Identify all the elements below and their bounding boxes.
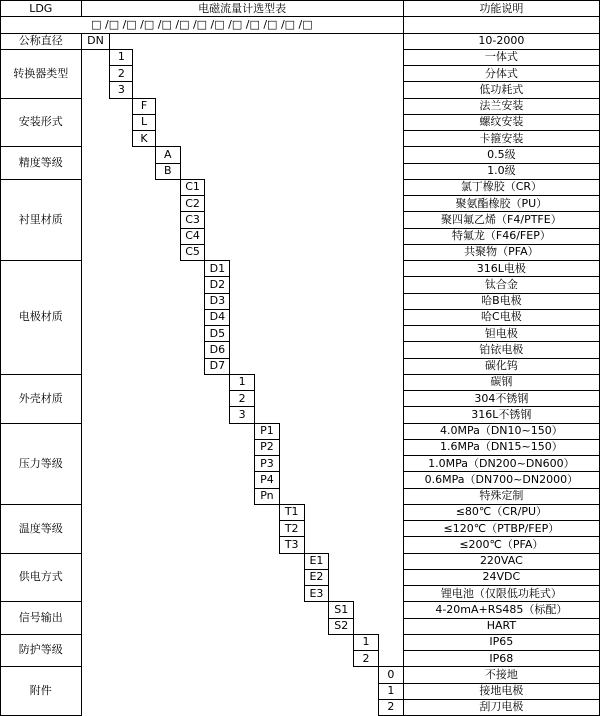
desc-pressure-1: 4.0MPa（DN10~150） — [403, 423, 599, 439]
spacer-accessory-left — [81, 667, 378, 716]
spacer-converter-type-right — [133, 49, 404, 98]
desc-housing-2: 304不锈钢 — [403, 391, 599, 407]
code-pressure-1: P1 — [255, 423, 280, 439]
code-protection-1: 1 — [354, 634, 379, 650]
row-install-type-1 — [1, 98, 600, 114]
spacer-electrode-right — [230, 261, 404, 375]
code-electrode-1: D1 — [205, 261, 230, 277]
desc-lining-3: 聚四氟乙烯（F4/PTFE） — [403, 212, 599, 228]
code-power-3: E3 — [304, 586, 329, 602]
desc-power-1: 220VAC — [403, 553, 599, 569]
desc-power-2: 24VDC — [403, 569, 599, 585]
desc-lining-4: 特氟龙（F46/FEP） — [403, 228, 599, 244]
code-accessory-3: 2 — [378, 699, 403, 715]
label-protection: 防护等级 — [1, 634, 82, 667]
desc-install-type-2: 螺纹安装 — [403, 114, 599, 130]
code-lining-2: C2 — [180, 196, 205, 212]
desc-temperature-3: ≤200℃（PFA） — [403, 537, 599, 553]
desc-housing-1: 碳钢 — [403, 374, 599, 390]
desc-pressure-5: 特殊定制 — [403, 488, 599, 504]
desc-temperature-1: ≤80℃（CR/PU） — [403, 504, 599, 520]
desc-electrode-2: 钛合金 — [403, 277, 599, 293]
code-accuracy-2: B — [155, 163, 180, 179]
code-accuracy-1: A — [155, 147, 180, 163]
code-pressure-4: P4 — [255, 472, 280, 488]
code-temperature-3: T3 — [279, 537, 304, 553]
desc-electrode-6: 铂铱电极 — [403, 342, 599, 358]
code-lining-1: C1 — [180, 179, 205, 195]
label-signal: 信号输出 — [1, 602, 82, 635]
model-boxes: □ /□ /□ /□ /□ /□ /□ /□ /□ /□ /□ /□ /□ — [1, 17, 404, 33]
code-electrode-5: D5 — [205, 326, 230, 342]
code-electrode-3: D3 — [205, 293, 230, 309]
desc-accessory-3: 刮刀电极 — [403, 699, 599, 715]
label-accessory: 附件 — [1, 667, 82, 716]
desc-protection-1: IP65 — [403, 634, 599, 650]
title-row — [1, 1, 600, 17]
desc-pressure-2: 1.6MPa（DN15~150） — [403, 439, 599, 455]
spacer-pressure-right — [279, 423, 403, 504]
code-power-2: E2 — [304, 569, 329, 585]
row-power-1 — [1, 553, 600, 569]
label-install-type: 安装形式 — [1, 98, 82, 147]
code-accessory-1: 0 — [378, 667, 403, 683]
model-prefix: LDG — [1, 1, 82, 17]
spacer-signal-left — [81, 602, 329, 635]
spacer-lining-left — [81, 179, 180, 260]
desc-spacer — [403, 17, 599, 33]
spacer-install-right — [155, 98, 403, 147]
spacer-install-left — [81, 98, 133, 147]
label-accuracy: 精度等级 — [1, 147, 82, 180]
spacer-protection-right — [378, 634, 403, 667]
code-converter-type-3: 3 — [110, 82, 133, 98]
code-signal-1: S1 — [329, 602, 354, 618]
code-pressure-3: P3 — [255, 456, 280, 472]
desc-nominal-diameter: 10-2000 — [403, 33, 599, 49]
row-accessory-1 — [1, 667, 600, 683]
desc-electrode-1: 316L电极 — [403, 261, 599, 277]
row-pressure-1 — [1, 423, 600, 439]
desc-signal-2: HART — [403, 618, 599, 634]
row-housing-1 — [1, 374, 600, 390]
spacer-housing-right — [255, 374, 404, 423]
desc-lining-5: 共聚物（PFA） — [403, 244, 599, 260]
spacer-temperature-right — [304, 504, 403, 553]
spacer-housing-left — [81, 374, 230, 423]
label-power: 供电方式 — [1, 553, 82, 602]
spacer-accuracy-left — [81, 147, 155, 180]
spacer-pressure-left — [81, 423, 254, 504]
code-lining-5: C5 — [180, 244, 205, 260]
code-protection-2: 2 — [354, 651, 379, 667]
model-boxes-row — [1, 17, 600, 33]
code-lining-4: C4 — [180, 228, 205, 244]
desc-lining-2: 聚氨酯橡胶（PU） — [403, 196, 599, 212]
label-pressure: 压力等级 — [1, 423, 82, 504]
code-signal-2: S2 — [329, 618, 354, 634]
desc-install-type-1: 法兰安装 — [403, 98, 599, 114]
spacer-temperature-left — [81, 504, 279, 553]
code-pressure-5: Pn — [255, 488, 280, 504]
label-electrode: 电极材质 — [1, 261, 82, 375]
row-accuracy-1 — [1, 147, 600, 163]
blank-nominal-diameter — [110, 33, 403, 49]
label-converter-type: 转换器类型 — [1, 49, 82, 98]
row-electrode-1 — [1, 261, 600, 277]
desc-electrode-4: 哈C电极 — [403, 309, 599, 325]
desc-signal-1: 4-20mA+RS485（标配） — [403, 602, 599, 618]
desc-lining-1: 氯丁橡胶（CR） — [403, 179, 599, 195]
code-pressure-2: P2 — [255, 439, 280, 455]
code-temperature-2: T2 — [279, 521, 304, 537]
code-converter-type-2: 2 — [110, 66, 133, 82]
row-lining-1 — [1, 179, 600, 195]
code-temperature-1: T1 — [279, 504, 304, 520]
label-nominal-diameter: 公称直径 — [1, 33, 82, 49]
label-housing: 外壳材质 — [1, 374, 82, 423]
desc-accessory-2: 接地电极 — [403, 683, 599, 699]
code-electrode-2: D2 — [205, 277, 230, 293]
code-converter-type-1: 1 — [110, 49, 133, 65]
desc-converter-type-1: 一体式 — [403, 49, 599, 65]
code-electrode-7: D7 — [205, 358, 230, 374]
desc-pressure-3: 1.0MPa（DN200~DN600） — [403, 456, 599, 472]
desc-accuracy-1: 0.5级 — [403, 147, 599, 163]
label-lining: 衬里材质 — [1, 179, 82, 260]
row-converter-type-1 — [1, 49, 600, 65]
code-lining-3: C3 — [180, 212, 205, 228]
code-housing-2: 2 — [230, 391, 255, 407]
spacer-power-right — [329, 553, 403, 602]
code-install-type-1: F — [133, 98, 156, 114]
code-electrode-6: D6 — [205, 342, 230, 358]
desc-accessory-1: 不接地 — [403, 667, 599, 683]
spacer-accuracy-right — [180, 147, 403, 180]
spacer-lining-right — [205, 179, 403, 260]
desc-converter-type-3: 低功耗式 — [403, 82, 599, 98]
row-temperature-1 — [1, 504, 600, 520]
code-accessory-2: 1 — [378, 683, 403, 699]
desc-header: 功能说明 — [403, 1, 599, 17]
desc-temperature-2: ≤120℃（PTBP/FEP） — [403, 521, 599, 537]
code-housing-3: 3 — [230, 407, 255, 423]
desc-housing-3: 316L不锈钢 — [403, 407, 599, 423]
table-title: 电磁流量计选型表 — [81, 1, 403, 17]
code-power-1: E1 — [304, 553, 329, 569]
desc-accuracy-2: 1.0级 — [403, 163, 599, 179]
desc-electrode-7: 碳化钨 — [403, 358, 599, 374]
desc-pressure-4: 0.6MPa（DN700~DN2000） — [403, 472, 599, 488]
desc-power-3: 锂电池（仅限低功耗式） — [403, 586, 599, 602]
code-install-type-2: L — [133, 114, 156, 130]
row-protection-1 — [1, 634, 600, 650]
spacer-electrode-left — [81, 261, 205, 375]
code-nominal-diameter: DN — [81, 33, 110, 49]
row-signal-1 — [1, 602, 600, 618]
desc-converter-type-2: 分体式 — [403, 66, 599, 82]
spacer-signal-right — [354, 602, 404, 635]
desc-electrode-3: 哈B电极 — [403, 293, 599, 309]
spacer-converter-type-left — [81, 49, 110, 98]
desc-electrode-5: 钽电极 — [403, 326, 599, 342]
code-electrode-4: D4 — [205, 309, 230, 325]
code-housing-1: 1 — [230, 374, 255, 390]
row-nominal-diameter — [1, 33, 600, 49]
code-install-type-3: K — [133, 131, 156, 147]
spacer-power-left — [81, 553, 304, 602]
spacer-protection-left — [81, 634, 354, 667]
desc-install-type-3: 卡箍安装 — [403, 131, 599, 147]
desc-protection-2: IP68 — [403, 651, 599, 667]
label-temperature: 温度等级 — [1, 504, 82, 553]
